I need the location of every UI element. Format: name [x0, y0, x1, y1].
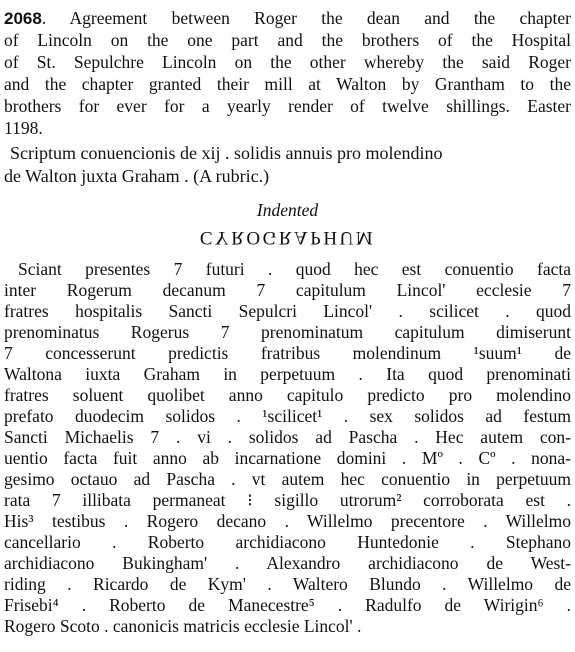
charter-line-2: inter Rogerum decanum 7 capitulum Lincol' ecclesie 7 [4, 280, 571, 300]
document-number: 2068 [4, 9, 42, 28]
charter-line-4: prenominatus Rogerus 7 prenominatum capitulum dimiserunt [4, 322, 571, 342]
chirograph-heading: CYROGRAPHUM [199, 227, 376, 248]
charter-line-8: prefato duodecim solidos . ¹scilicet¹ . sex solidos ad festum [4, 406, 571, 426]
rubric-line-2: de Walton juxta Graham . (A rubric.) [4, 166, 270, 186]
charter-line-5: 7 concesserunt predictis fratribus molendinum ¹suum¹ de [4, 343, 571, 363]
charter-line-13: His³ testibus . Rogero decano . Willelmo precentore . Willelmo [4, 511, 571, 531]
charter-line-11: gesimo octauo ad Pascha . vt autem hec conuentio in perpetuum [4, 469, 571, 489]
header-line-4: and the chapter granted their mill at Walton by Grantham to the [4, 74, 571, 94]
charter-line-3: fratres hospitalis Sancti Sepulcri Lincol' . scilicet . quod [4, 301, 571, 321]
header-line-2: of Lincoln on the one part and the brothers of the Hospital [4, 30, 571, 50]
charter-line-14: cancellario . Roberto archidiacono Huntedonie . Stephano [4, 532, 571, 552]
rubric-line-1: Scriptum conuencionis de xij . solidis annuis pro molendino [10, 143, 443, 163]
header-line-3: of St. Sepulchre Lincoln on the other whereby the said Roger [4, 52, 571, 72]
charter-line-7: fratres soluent quolibet anno capitulo predicto pro molendino [4, 385, 571, 405]
header-line-5: brothers for ever for a yearly render of twelve shillings. Easter [4, 96, 571, 116]
charter-line-6: Waltona iuxta Graham in perpetuum . Ita quod prenominati [4, 364, 571, 384]
indented-label: Indented [256, 200, 319, 220]
charter-line-9: Sancti Michaelis 7 . vi . solidos ad Pascha . Hec autem con- [4, 427, 571, 447]
header-line-1 [4, 8, 571, 29]
charter-line-17: Frisebi⁴ . Roberto de Manecestre⁵ . Radulfo de Wirigin⁶ . [4, 595, 571, 615]
charter-line-12: rata 7 illibata permaneat ⁝ sigillo utrorum² corroborata est . [4, 490, 571, 510]
charter-line-10: uentio facta fuit anno ab incarnatione domini . Mº . Cº . nona- [4, 448, 571, 468]
charter-line-15: archidiacono Bukingham' . Alexandro archidiacono de West- [4, 553, 571, 573]
charter-line-16: riding . Ricardo de Kym' . Waltero Blundo . Willelmo de [4, 574, 571, 594]
header-line-6: 1198. [4, 118, 43, 138]
charter-line-1: Sciant presentes 7 futuri . quod hec est conuentio facta [18, 259, 571, 279]
header-line-1-text: . Agreement between Roger the dean and the chapter [41, 8, 571, 28]
charter-line-18: Rogero Scoto . canonicis matricis ecclesie Lincol' . [4, 616, 362, 636]
